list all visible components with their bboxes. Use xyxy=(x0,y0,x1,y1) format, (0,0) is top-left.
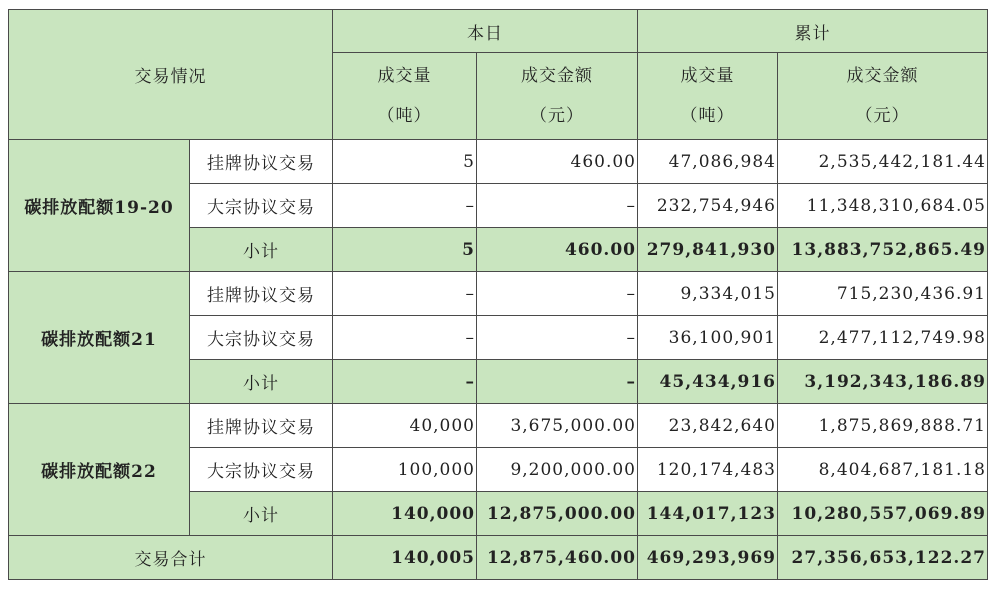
cum-amount: 13,883,752,865.49 xyxy=(778,228,988,272)
total-cum-volume: 469,293,969 xyxy=(638,536,778,580)
table-row xyxy=(9,140,988,184)
header-cum-volume xyxy=(638,53,778,140)
today-volume: 5 xyxy=(333,228,477,272)
trade-type: 大宗协议交易 xyxy=(190,316,333,360)
header-today: 本日 xyxy=(333,10,638,53)
cum-volume: 9,334,015 xyxy=(638,272,778,316)
today-amount: – xyxy=(477,272,638,316)
volume-label: 成交量 xyxy=(680,66,735,86)
table-row xyxy=(9,272,988,316)
cum-amount: 2,535,442,181.44 xyxy=(778,140,988,184)
trading-summary-table xyxy=(8,9,988,580)
group-name: 碳排放配额19-20 xyxy=(9,140,190,272)
amount-label: 成交金额 xyxy=(846,66,919,86)
subtotal-label: 小计 xyxy=(190,492,333,536)
trade-type: 挂牌协议交易 xyxy=(190,140,333,184)
subtotal-label: 小计 xyxy=(190,228,333,272)
today-volume: 140,000 xyxy=(333,492,477,536)
volume-label: 成交量 xyxy=(377,66,432,86)
total-label: 交易合计 xyxy=(9,536,333,580)
today-amount: – xyxy=(477,184,638,228)
today-volume: 100,000 xyxy=(333,448,477,492)
cum-amount: 11,348,310,684.05 xyxy=(778,184,988,228)
trade-type: 挂牌协议交易 xyxy=(190,272,333,316)
today-volume: 40,000 xyxy=(333,404,477,448)
today-volume: – xyxy=(333,316,477,360)
today-amount: 460.00 xyxy=(477,140,638,184)
table-row xyxy=(9,404,988,448)
header-row-1 xyxy=(9,10,988,53)
trade-type: 挂牌协议交易 xyxy=(190,404,333,448)
header-today-volume xyxy=(333,53,477,140)
group-name: 碳排放配额22 xyxy=(9,404,190,536)
today-volume: – xyxy=(333,360,477,404)
amount-label: 成交金额 xyxy=(521,66,593,86)
cum-amount: 2,477,112,749.98 xyxy=(778,316,988,360)
total-today-volume: 140,005 xyxy=(333,536,477,580)
today-amount: – xyxy=(477,360,638,404)
cum-amount: 715,230,436.91 xyxy=(778,272,988,316)
total-row xyxy=(9,536,988,580)
cum-amount: 10,280,557,069.89 xyxy=(778,492,988,536)
today-amount: 3,675,000.00 xyxy=(477,404,638,448)
today-amount: – xyxy=(477,316,638,360)
subtotal-label: 小计 xyxy=(190,360,333,404)
volume-unit: （吨） xyxy=(680,106,735,126)
cum-volume: 120,174,483 xyxy=(638,448,778,492)
total-cum-amount: 27,356,653,122.27 xyxy=(778,536,988,580)
header-cum-amount xyxy=(778,53,988,140)
cum-volume: 279,841,930 xyxy=(638,228,778,272)
cum-volume: 23,842,640 xyxy=(638,404,778,448)
cum-volume: 232,754,946 xyxy=(638,184,778,228)
cum-volume: 45,434,916 xyxy=(638,360,778,404)
trade-type: 大宗协议交易 xyxy=(190,448,333,492)
group-name: 碳排放配额21 xyxy=(9,272,190,404)
today-volume: – xyxy=(333,272,477,316)
amount-unit: （元） xyxy=(530,106,584,126)
trade-type: 大宗协议交易 xyxy=(190,184,333,228)
cum-amount: 8,404,687,181.18 xyxy=(778,448,988,492)
cum-volume: 36,100,901 xyxy=(638,316,778,360)
total-today-amount: 12,875,460.00 xyxy=(477,536,638,580)
amount-unit: （元） xyxy=(855,106,910,126)
today-volume: – xyxy=(333,184,477,228)
today-amount: 12,875,000.00 xyxy=(477,492,638,536)
header-corner: 交易情况 xyxy=(9,10,333,140)
today-volume: 5 xyxy=(333,140,477,184)
cum-volume: 144,017,123 xyxy=(638,492,778,536)
cum-amount: 1,875,869,888.71 xyxy=(778,404,988,448)
header-cumulative: 累计 xyxy=(638,10,988,53)
cum-amount: 3,192,343,186.89 xyxy=(778,360,988,404)
today-amount: 9,200,000.00 xyxy=(477,448,638,492)
volume-unit: （吨） xyxy=(377,106,432,126)
cum-volume: 47,086,984 xyxy=(638,140,778,184)
today-amount: 460.00 xyxy=(477,228,638,272)
header-today-amount xyxy=(477,53,638,140)
